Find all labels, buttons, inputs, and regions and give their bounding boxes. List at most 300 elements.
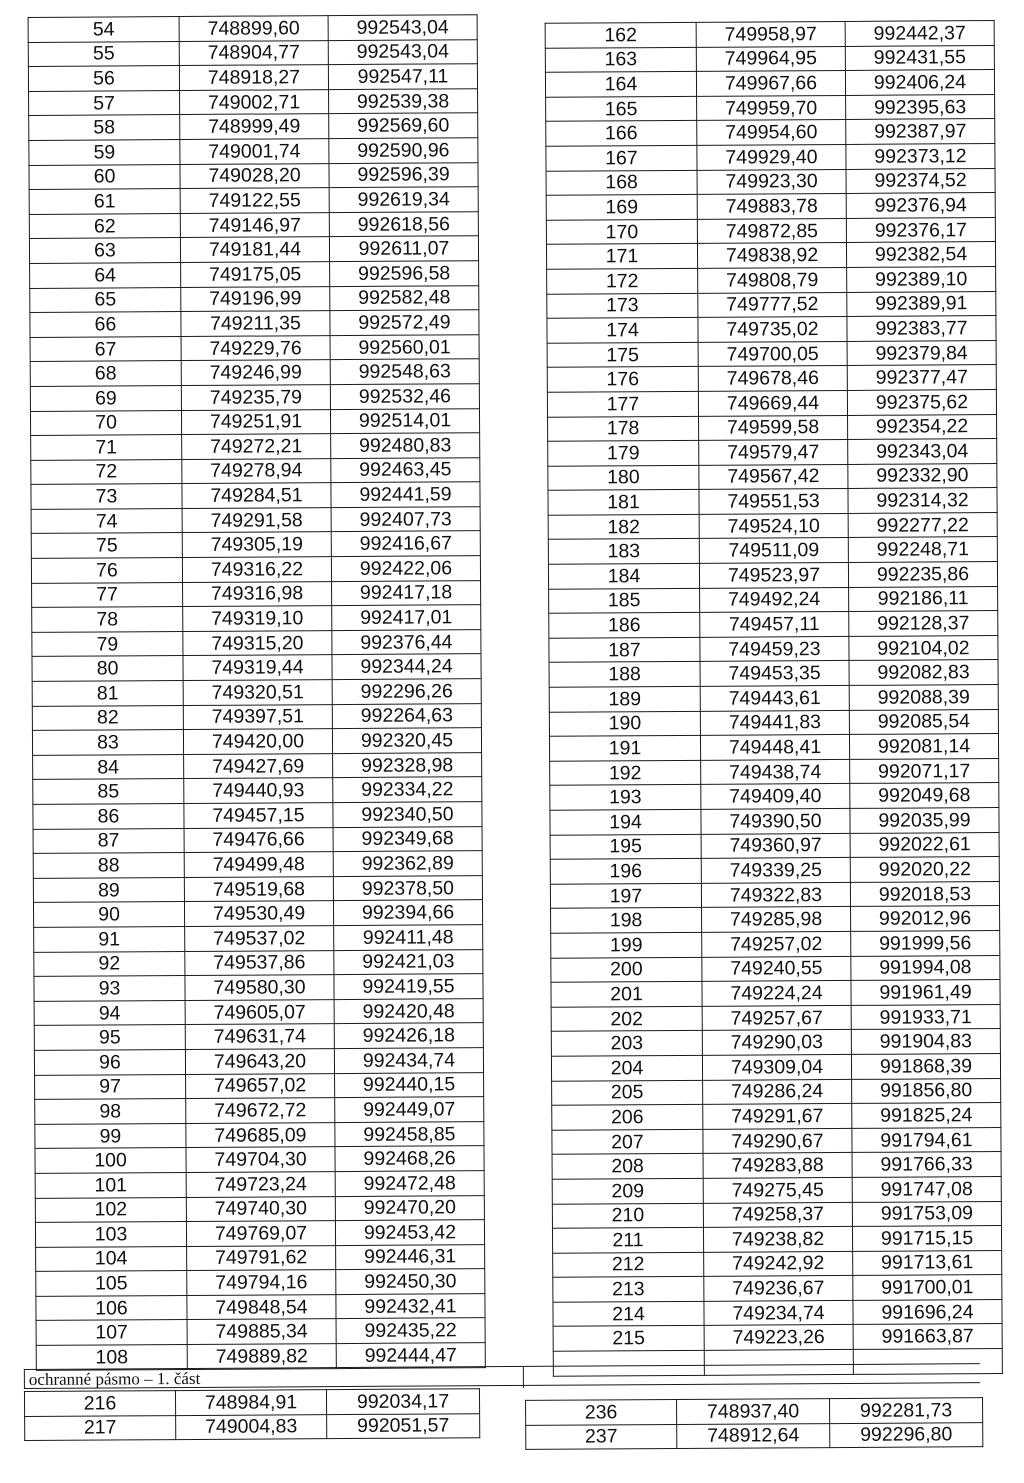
y-coordinate-cell: 749808,79 xyxy=(698,267,847,293)
y-coordinate-cell: 749511,09 xyxy=(699,538,848,564)
y-coordinate-cell: 749438,74 xyxy=(701,759,850,785)
y-coordinate-cell: 749319,44 xyxy=(183,655,332,681)
point-number-cell: 72 xyxy=(31,459,182,485)
table-row xyxy=(36,1318,485,1345)
table-row xyxy=(30,310,479,337)
x-coordinate-cell: 992373,12 xyxy=(846,144,995,170)
x-coordinate-cell: 992434,74 xyxy=(334,1048,483,1074)
table-row xyxy=(549,611,998,638)
table-row xyxy=(547,316,996,343)
y-coordinate-cell: 749251,91 xyxy=(181,409,330,435)
table-row xyxy=(546,168,995,195)
table-row xyxy=(552,1226,1001,1253)
table-row xyxy=(33,752,482,779)
point-number-cell: 106 xyxy=(36,1295,187,1321)
x-coordinate-cell: 991696,24 xyxy=(853,1299,1002,1325)
table-row xyxy=(549,709,998,736)
x-coordinate-cell: 992543,04 xyxy=(328,15,477,41)
point-number-cell: 213 xyxy=(553,1277,704,1303)
y-coordinate-cell: 749409,40 xyxy=(701,784,850,810)
point-number-cell: 82 xyxy=(32,705,183,731)
point-number-cell: 187 xyxy=(549,637,700,663)
point-number-cell: 84 xyxy=(33,754,184,780)
point-number-cell: 71 xyxy=(31,435,182,461)
y-coordinate-cell: 749530,49 xyxy=(184,901,333,927)
y-coordinate-cell: 749278,94 xyxy=(182,458,331,484)
table-row xyxy=(32,630,481,657)
y-coordinate-cell: 749492,24 xyxy=(700,587,849,613)
table-row xyxy=(29,113,478,140)
x-coordinate-cell: 992377,47 xyxy=(847,365,996,391)
point-number-cell: 170 xyxy=(546,219,697,245)
y-coordinate-cell: 749001,74 xyxy=(180,139,329,165)
table-row xyxy=(549,660,998,687)
point-number-cell: 93 xyxy=(34,976,185,1002)
x-coordinate-cell: 991999,56 xyxy=(851,930,1000,956)
point-number-cell: 209 xyxy=(552,1178,703,1204)
table-row xyxy=(546,242,995,269)
table-row xyxy=(35,1121,484,1148)
table-row xyxy=(551,1004,1000,1031)
y-coordinate-cell: 749457,11 xyxy=(700,612,849,638)
table-row xyxy=(31,482,480,509)
table-row xyxy=(548,512,997,539)
x-coordinate-cell: 991753,09 xyxy=(852,1201,1001,1227)
point-number-cell: 86 xyxy=(33,804,184,830)
y-coordinate-cell: 749872,85 xyxy=(697,218,846,244)
y-coordinate-cell: 749315,20 xyxy=(183,630,332,656)
table-row xyxy=(548,414,997,441)
x-coordinate-cell: 992411,48 xyxy=(334,925,483,951)
table-row xyxy=(546,193,995,220)
x-coordinate-cell: 992186,11 xyxy=(849,586,998,612)
point-number-cell: 169 xyxy=(546,195,697,221)
y-coordinate-cell: 749257,02 xyxy=(702,931,851,957)
x-coordinate-cell: 992383,77 xyxy=(847,316,996,342)
table-row xyxy=(33,802,482,829)
x-coordinate-cell: 992020,22 xyxy=(850,857,999,883)
x-coordinate-cell: 992395,63 xyxy=(846,94,995,120)
y-coordinate-cell: 749794,16 xyxy=(187,1270,336,1296)
point-number-cell: 179 xyxy=(548,440,699,466)
table-row xyxy=(32,654,481,681)
table-row xyxy=(546,94,995,121)
point-number-cell: 103 xyxy=(35,1222,186,1248)
y-coordinate-cell: 749567,42 xyxy=(699,464,848,490)
y-coordinate-cell: 749929,40 xyxy=(697,144,846,170)
point-number-cell: 162 xyxy=(545,22,696,48)
x-coordinate-cell: 992334,22 xyxy=(333,777,482,803)
point-number-cell: 65 xyxy=(30,287,181,313)
x-coordinate-cell: 992082,83 xyxy=(849,660,998,686)
point-number-cell: 189 xyxy=(549,686,700,712)
x-coordinate-cell: 992444,47 xyxy=(336,1343,485,1369)
point-number-cell: 180 xyxy=(548,465,699,491)
x-coordinate-cell: 992394,66 xyxy=(333,900,482,926)
y-coordinate-cell: 749523,97 xyxy=(699,563,848,589)
point-number-cell: 204 xyxy=(551,1055,702,1081)
table-row xyxy=(29,211,478,238)
y-coordinate-cell: 749196,99 xyxy=(181,286,330,312)
x-coordinate-cell: 992012,96 xyxy=(851,906,1000,932)
table-row xyxy=(547,340,996,367)
x-coordinate-cell: 992417,01 xyxy=(332,605,481,631)
x-coordinate-cell: 992281,73 xyxy=(830,1398,983,1424)
x-coordinate-cell: 992128,37 xyxy=(849,611,998,637)
x-coordinate-cell: 992449,07 xyxy=(335,1097,484,1123)
y-coordinate-cell: 749284,51 xyxy=(182,483,331,509)
y-coordinate-cell: 749459,23 xyxy=(700,636,849,662)
y-coordinate-cell: 749448,41 xyxy=(700,735,849,761)
y-coordinate-cell: 749316,98 xyxy=(183,581,332,607)
point-number-cell: 173 xyxy=(547,293,698,319)
y-coordinate-cell: 749235,79 xyxy=(181,385,330,411)
x-coordinate-cell: 992596,58 xyxy=(330,261,479,287)
x-coordinate-cell: 992071,17 xyxy=(850,758,999,784)
y-coordinate-cell: 749291,67 xyxy=(703,1104,852,1130)
point-number-cell: 167 xyxy=(546,145,697,171)
x-coordinate-cell: 992379,84 xyxy=(847,340,996,366)
point-number-cell: 214 xyxy=(553,1301,704,1327)
point-number-cell: 104 xyxy=(36,1246,187,1272)
table-row xyxy=(552,1103,1001,1130)
table-row xyxy=(29,236,478,263)
y-coordinate-cell: 749242,92 xyxy=(704,1251,853,1277)
x-coordinate-cell: 992470,20 xyxy=(335,1195,484,1221)
x-coordinate-cell: 992320,45 xyxy=(332,728,481,754)
y-coordinate-cell: 749290,67 xyxy=(703,1128,852,1154)
y-coordinate-cell: 749580,30 xyxy=(185,975,334,1001)
x-coordinate-cell: 992560,01 xyxy=(330,334,479,360)
point-number-cell: 202 xyxy=(551,1006,702,1032)
point-number-cell: 100 xyxy=(35,1148,186,1174)
table-row xyxy=(526,1398,983,1425)
y-coordinate-cell: 749599,58 xyxy=(699,415,848,441)
y-coordinate-cell: 749967,66 xyxy=(696,71,845,97)
point-number-cell: 171 xyxy=(546,244,697,270)
point-number-cell: 54 xyxy=(28,17,179,43)
y-coordinate-cell: 749959,70 xyxy=(697,95,846,121)
table-row xyxy=(546,217,995,244)
point-number-cell: 77 xyxy=(32,582,183,608)
y-coordinate-cell: 749838,92 xyxy=(697,243,846,269)
point-number-cell: 61 xyxy=(29,189,180,215)
point-number-cell: 188 xyxy=(549,662,700,688)
point-number-cell: 73 xyxy=(31,484,182,510)
x-coordinate-cell: 992049,68 xyxy=(850,783,999,809)
y-coordinate-cell: 749390,50 xyxy=(701,808,850,834)
point-number-cell: 197 xyxy=(550,883,701,909)
point-number-cell: 67 xyxy=(30,336,181,362)
table-row xyxy=(30,384,479,411)
point-number-cell: 195 xyxy=(550,834,701,860)
y-coordinate-cell: 749286,24 xyxy=(703,1079,852,1105)
y-coordinate-cell: 749735,02 xyxy=(698,317,847,343)
point-number-cell: 236 xyxy=(526,1400,677,1426)
table-row xyxy=(34,925,483,952)
table-row xyxy=(32,679,481,706)
table-row xyxy=(550,881,999,908)
y-coordinate-cell: 748918,27 xyxy=(179,65,328,91)
table-row xyxy=(29,162,478,189)
y-coordinate-cell: 749672,72 xyxy=(186,1098,335,1124)
x-coordinate-cell: 991700,01 xyxy=(853,1275,1002,1301)
point-number-cell: 89 xyxy=(33,877,184,903)
x-coordinate-cell: 991904,83 xyxy=(851,1029,1000,1055)
table-row xyxy=(548,463,997,490)
y-coordinate-cell: 749700,05 xyxy=(698,341,847,367)
point-number-cell: 95 xyxy=(34,1025,185,1051)
x-coordinate-cell: 992389,10 xyxy=(847,266,996,292)
table-row xyxy=(33,900,482,927)
table-row xyxy=(550,808,999,835)
y-coordinate-cell: 749257,67 xyxy=(702,1005,851,1031)
x-coordinate-cell: 992374,52 xyxy=(846,168,995,194)
x-coordinate-cell: 992382,54 xyxy=(846,242,995,268)
point-number-cell: 207 xyxy=(552,1129,703,1155)
y-coordinate-cell: 749146,97 xyxy=(180,212,329,238)
y-coordinate-cell: 749883,78 xyxy=(697,194,846,220)
table-row xyxy=(549,685,998,712)
bottom-right-coordinate-table xyxy=(525,1397,983,1450)
point-number-cell: 105 xyxy=(36,1271,187,1297)
point-number-cell: 211 xyxy=(552,1227,703,1253)
x-coordinate-cell: 992431,55 xyxy=(845,45,994,71)
x-coordinate-cell: 992416,67 xyxy=(331,531,480,557)
table-row xyxy=(551,930,1000,957)
table-row xyxy=(551,906,1000,933)
x-coordinate-cell: 991933,71 xyxy=(851,1004,1000,1030)
y-coordinate-cell: 749457,15 xyxy=(184,803,333,829)
point-number-cell: 163 xyxy=(545,47,696,73)
point-number-cell: 183 xyxy=(548,539,699,565)
table-row xyxy=(549,586,998,613)
point-number-cell: 79 xyxy=(32,631,183,657)
x-coordinate-cell: 991766,33 xyxy=(852,1152,1001,1178)
x-coordinate-cell: 992572,49 xyxy=(330,310,479,336)
y-coordinate-cell: 749579,47 xyxy=(699,440,848,466)
point-number-cell: 190 xyxy=(549,711,700,737)
table-row xyxy=(549,635,998,662)
point-number-cell: 205 xyxy=(552,1080,703,1106)
y-coordinate-cell: 749551,53 xyxy=(699,489,848,515)
table-row xyxy=(548,488,997,515)
table-row xyxy=(545,45,994,72)
point-number-cell: 192 xyxy=(550,760,701,786)
x-coordinate-cell: 992419,55 xyxy=(334,974,483,1000)
y-coordinate-cell: 749291,58 xyxy=(182,507,331,533)
y-coordinate-cell: 749441,83 xyxy=(700,710,849,736)
point-number-cell: 69 xyxy=(30,385,181,411)
x-coordinate-cell: 992387,97 xyxy=(846,119,995,145)
x-coordinate-cell: 992344,24 xyxy=(332,654,481,680)
y-coordinate-cell: 749440,93 xyxy=(184,778,333,804)
table-row xyxy=(34,1048,483,1075)
point-number-cell: 182 xyxy=(548,514,699,540)
y-coordinate-cell: 749769,07 xyxy=(186,1221,335,1247)
x-coordinate-cell: 992569,60 xyxy=(329,113,478,139)
point-number-cell: 108 xyxy=(36,1345,187,1371)
point-number-cell: 99 xyxy=(35,1123,186,1149)
point-number-cell: 237 xyxy=(526,1424,677,1450)
table-row xyxy=(28,64,477,91)
table-row xyxy=(30,261,479,288)
point-number-cell: 184 xyxy=(548,563,699,589)
point-number-cell: 74 xyxy=(31,508,182,534)
y-coordinate-cell: 749316,22 xyxy=(182,557,331,583)
point-number-cell: 199 xyxy=(551,932,702,958)
x-coordinate-cell: 991994,08 xyxy=(851,955,1000,981)
point-number-cell: 64 xyxy=(30,262,181,288)
x-coordinate-cell: 992104,02 xyxy=(849,635,998,661)
table-row xyxy=(28,39,477,66)
y-coordinate-cell: 749175,05 xyxy=(181,262,330,288)
point-number-cell: 196 xyxy=(550,859,701,885)
x-coordinate-cell: 992362,89 xyxy=(333,851,482,877)
point-number-cell: 78 xyxy=(32,607,183,633)
table-row xyxy=(32,728,481,755)
y-coordinate-cell: 748937,40 xyxy=(677,1399,830,1425)
x-coordinate-cell: 992590,96 xyxy=(329,138,478,164)
y-coordinate-cell: 748912,64 xyxy=(677,1423,830,1449)
y-coordinate-cell: 749234,74 xyxy=(704,1300,853,1326)
table-row xyxy=(30,408,479,435)
x-coordinate-cell: 991961,49 xyxy=(851,980,1000,1006)
table-row xyxy=(34,974,483,1001)
y-coordinate-cell: 749272,21 xyxy=(182,434,331,460)
y-coordinate-cell: 748999,49 xyxy=(180,114,329,140)
table-row xyxy=(35,1195,484,1222)
y-coordinate-cell: 749275,45 xyxy=(703,1177,852,1203)
table-row xyxy=(36,1244,485,1271)
point-number-cell: 165 xyxy=(546,96,697,122)
y-coordinate-cell: 749285,98 xyxy=(702,907,851,933)
x-coordinate-cell: 992328,98 xyxy=(333,752,482,778)
y-coordinate-cell: 749631,74 xyxy=(185,1024,334,1050)
x-coordinate-cell: 992453,42 xyxy=(335,1220,484,1246)
table-row xyxy=(35,1072,484,1099)
point-number-cell: 66 xyxy=(30,312,181,338)
point-number-cell: 193 xyxy=(550,785,701,811)
x-coordinate-cell: 992532,46 xyxy=(330,384,479,410)
y-coordinate-cell: 749678,46 xyxy=(698,366,847,392)
point-number-cell: 212 xyxy=(553,1252,704,1278)
x-coordinate-cell: 992421,03 xyxy=(334,949,483,975)
y-coordinate-cell: 749923,30 xyxy=(697,169,846,195)
x-coordinate-cell: 992332,90 xyxy=(848,463,997,489)
right-coordinate-table xyxy=(545,20,1003,1376)
x-coordinate-cell: 992514,01 xyxy=(330,408,479,434)
y-coordinate-cell: 749524,10 xyxy=(699,513,848,539)
section-divider xyxy=(523,1366,524,1388)
point-number-cell: 59 xyxy=(29,139,180,165)
point-number-cell: 164 xyxy=(545,72,696,98)
point-number-cell: 177 xyxy=(547,391,698,417)
point-number-cell: 57 xyxy=(29,90,180,116)
x-coordinate-cell: 992296,26 xyxy=(332,679,481,705)
x-coordinate-cell: 992018,53 xyxy=(850,881,999,907)
y-coordinate-cell: 749305,19 xyxy=(182,532,331,558)
point-number-cell: 185 xyxy=(549,588,700,614)
table-row xyxy=(35,1097,484,1124)
point-number-cell: 206 xyxy=(552,1104,703,1130)
table-row xyxy=(546,119,995,146)
table-row xyxy=(28,15,477,42)
section-label: ochranné pásmo – 1. část xyxy=(24,1363,980,1389)
y-coordinate-cell: 749322,83 xyxy=(701,882,850,908)
y-coordinate-cell: 749740,30 xyxy=(186,1196,335,1222)
point-number-cell: 175 xyxy=(547,342,698,368)
table-row xyxy=(550,832,999,859)
point-number-cell: 215 xyxy=(553,1326,704,1352)
table-row xyxy=(552,1078,1001,1105)
point-number-cell: 201 xyxy=(551,982,702,1008)
table-row xyxy=(552,1176,1001,1203)
point-number-cell: 55 xyxy=(28,41,179,67)
table-row xyxy=(547,389,996,416)
y-coordinate-cell: 749283,88 xyxy=(703,1153,852,1179)
y-coordinate-cell: 749309,04 xyxy=(702,1054,851,1080)
point-number-cell: 174 xyxy=(547,317,698,343)
table-row xyxy=(35,1171,484,1198)
x-coordinate-cell: 992407,73 xyxy=(331,507,480,533)
table-row xyxy=(553,1324,1002,1351)
x-coordinate-cell: 992450,30 xyxy=(336,1269,485,1295)
table-row xyxy=(550,783,999,810)
point-number-cell: 101 xyxy=(35,1172,186,1198)
point-number-cell: 176 xyxy=(547,367,698,393)
table-row xyxy=(551,1053,1000,1080)
table-row xyxy=(24,1389,479,1416)
table-row xyxy=(33,826,482,853)
y-coordinate-cell: 749537,02 xyxy=(185,926,334,952)
y-coordinate-cell: 749723,24 xyxy=(186,1171,335,1197)
left-coordinate-table xyxy=(28,14,486,1370)
y-coordinate-cell: 749443,61 xyxy=(700,685,849,711)
x-coordinate-cell: 992547,11 xyxy=(328,64,477,90)
table-row xyxy=(31,531,480,558)
table-row xyxy=(551,955,1000,982)
y-coordinate-cell: 749319,10 xyxy=(183,606,332,632)
table-row xyxy=(550,758,999,785)
point-number-cell: 198 xyxy=(551,908,702,934)
point-number-cell: 76 xyxy=(31,558,182,584)
y-coordinate-cell: 749004,83 xyxy=(176,1414,327,1440)
x-coordinate-cell: 992354,22 xyxy=(848,414,997,440)
table-row xyxy=(547,365,996,392)
y-coordinate-cell: 749122,55 xyxy=(180,188,329,214)
x-coordinate-cell: 991747,08 xyxy=(852,1176,1001,1202)
table-row xyxy=(30,359,479,386)
y-coordinate-cell: 749229,76 xyxy=(181,335,330,361)
x-coordinate-cell: 992463,45 xyxy=(331,457,480,483)
y-coordinate-cell: 749290,03 xyxy=(702,1030,851,1056)
table-row xyxy=(35,1146,484,1173)
y-coordinate-cell: 749320,51 xyxy=(183,680,332,706)
point-number-cell: 210 xyxy=(552,1203,703,1229)
table-row xyxy=(551,1029,1000,1056)
y-coordinate-cell: 749643,20 xyxy=(185,1049,334,1075)
x-coordinate-cell: 992035,99 xyxy=(850,808,999,834)
x-coordinate-cell: 992389,91 xyxy=(847,291,996,317)
point-number-cell: 107 xyxy=(36,1320,187,1346)
x-coordinate-cell: 992420,48 xyxy=(334,998,483,1024)
y-coordinate-cell: 749964,95 xyxy=(696,46,845,72)
x-coordinate-cell: 992376,17 xyxy=(846,217,995,243)
x-coordinate-cell: 992417,18 xyxy=(332,580,481,606)
table-row xyxy=(547,291,996,318)
x-coordinate-cell: 992376,94 xyxy=(846,193,995,219)
